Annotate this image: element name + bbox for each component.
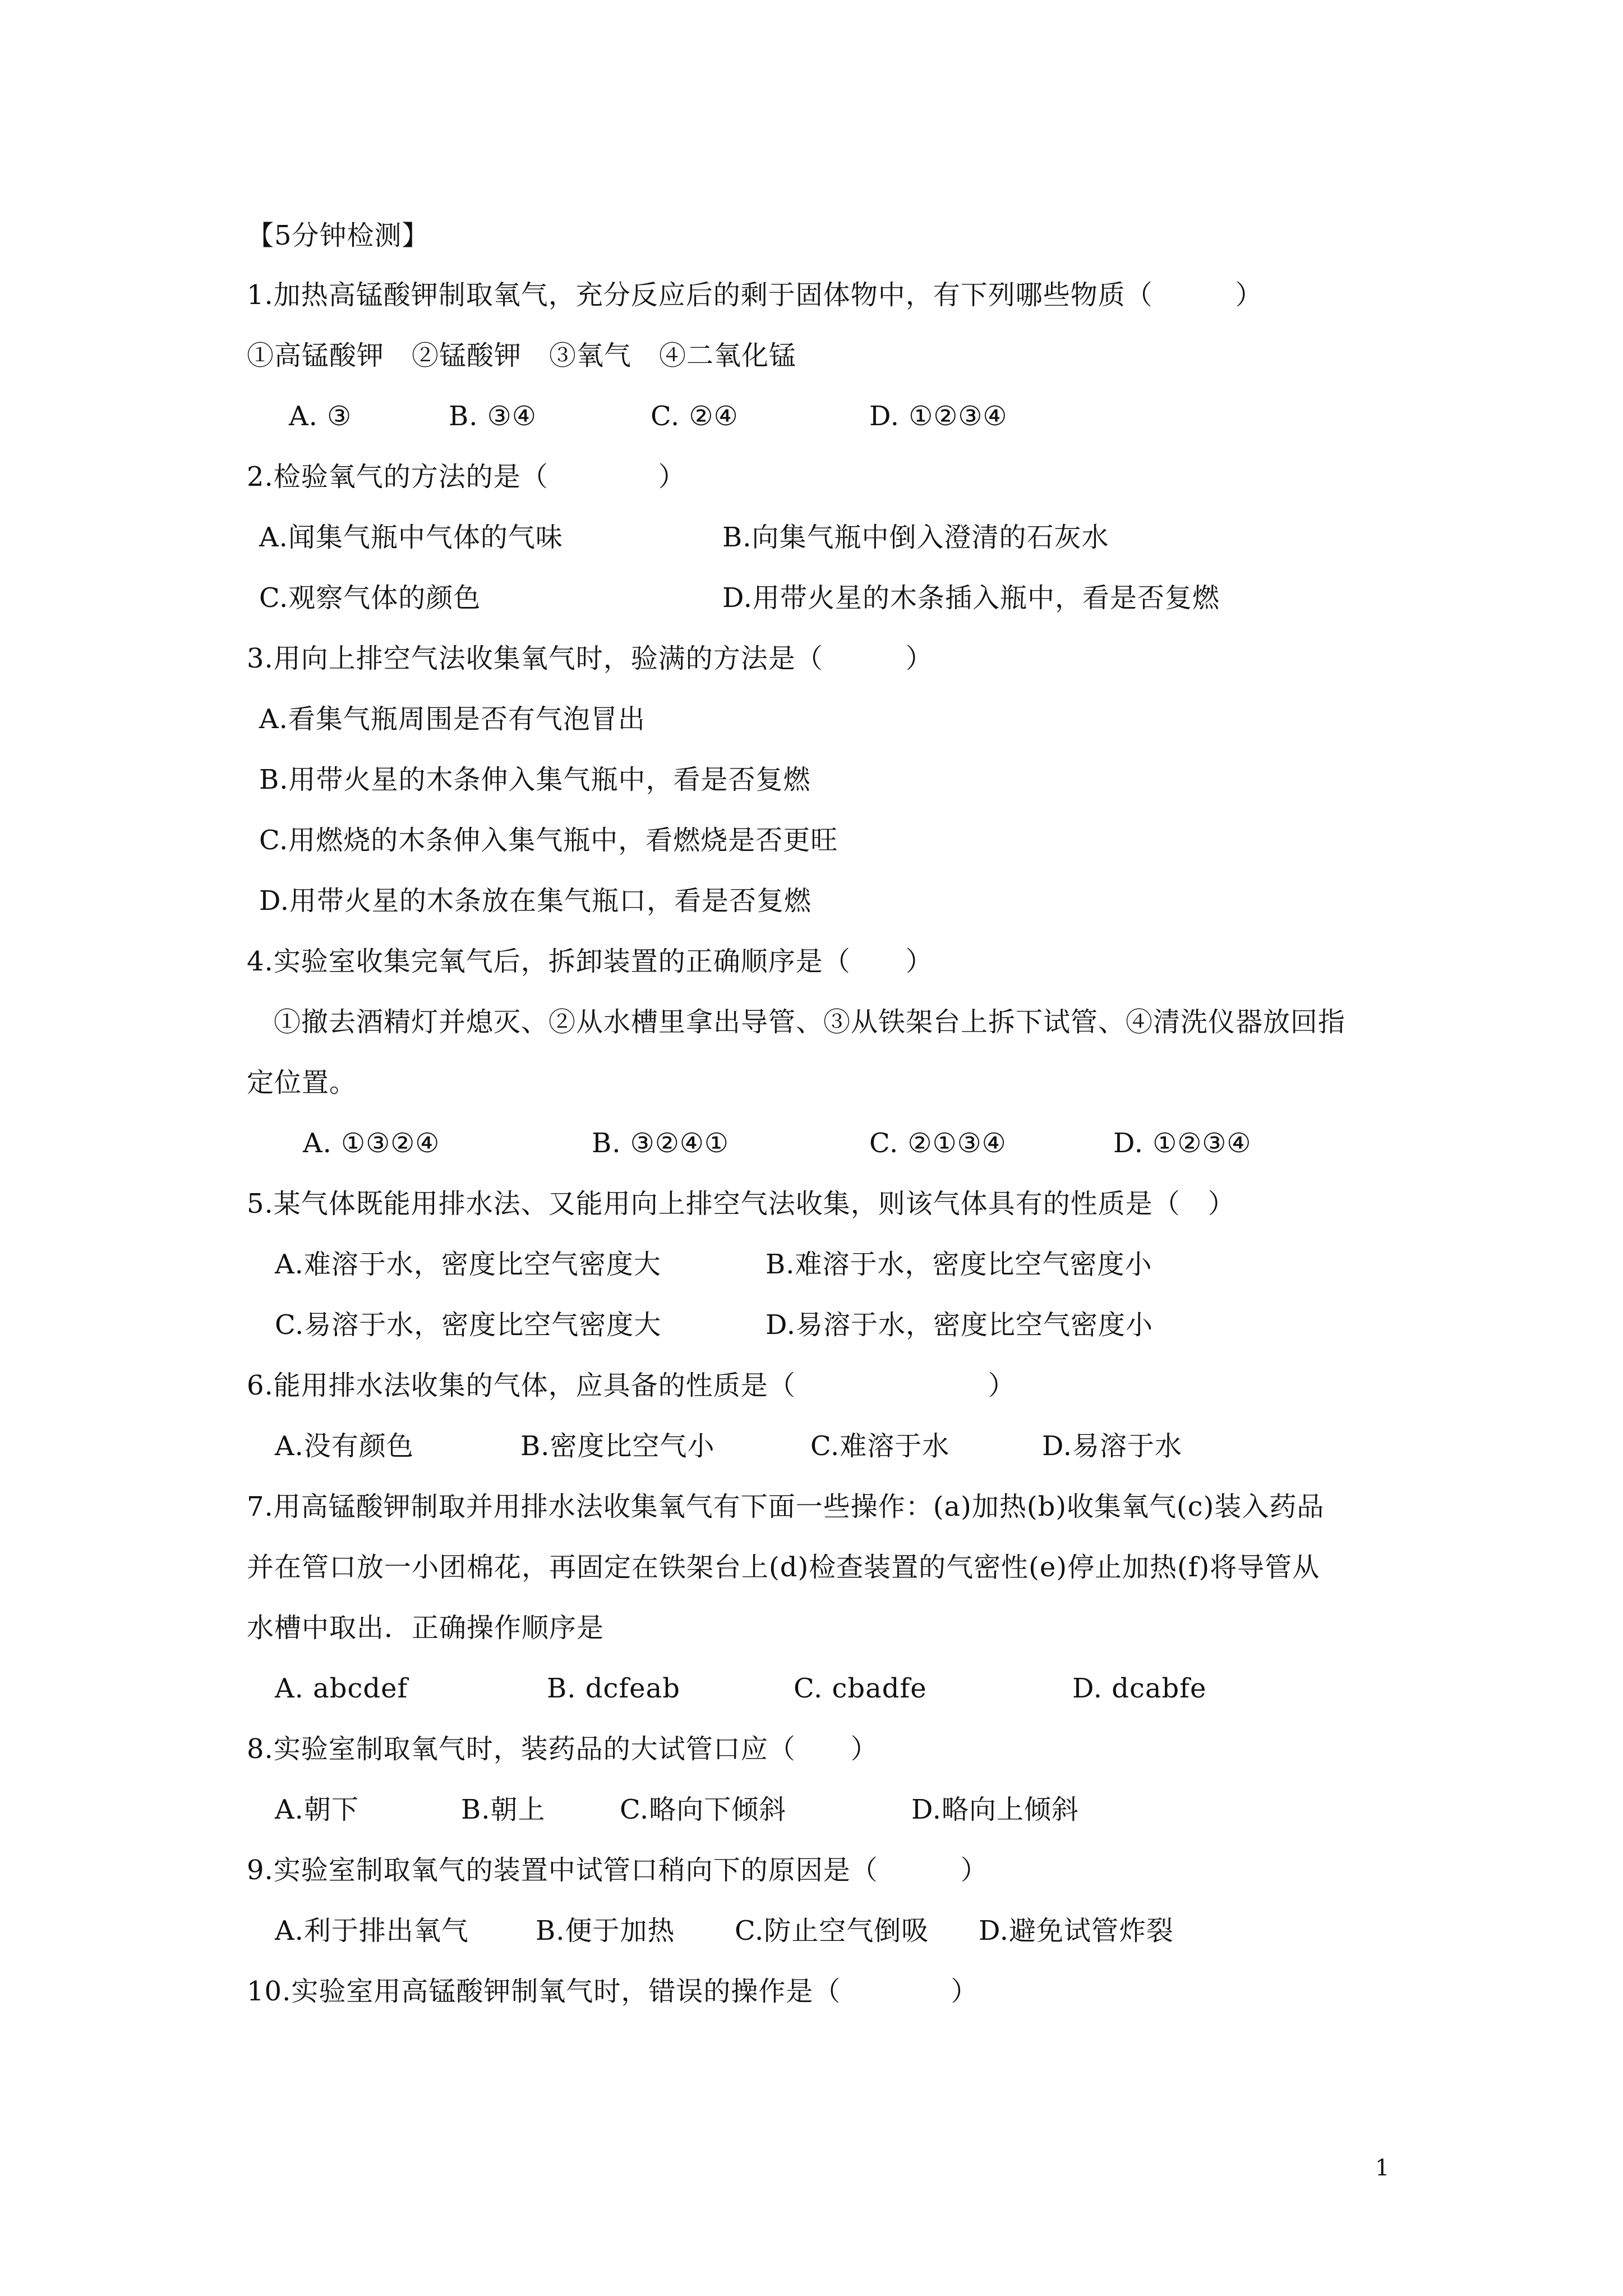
question-7-stem-line3: 水槽中取出．正确操作顺序是 [247, 1612, 605, 1644]
question-7-option-d: D. dcabfe [1072, 1673, 1207, 1704]
question-1-option-a: A. ③ [289, 401, 352, 432]
question-4-option-d: D. ①②③④ [1113, 1128, 1252, 1159]
question-6-stem: 6.能用排水法收集的气体，应具备的性质是（ ） [247, 1370, 1016, 1401]
question-2-option-d: D.用带火星的木条插入瓶中，看是否复燃 [722, 582, 1220, 614]
question-10-stem: 10.实验室用高锰酸钾制氧气时，错误的操作是（ ） [247, 1976, 979, 2007]
question-4-option-c: C. ②①③④ [869, 1128, 1007, 1159]
question-3-option-c: C.用燃烧的木条伸入集气瓶中，看燃烧是否更旺 [259, 825, 838, 856]
question-2-option-a: A.闻集气瓶中气体的气味 [259, 522, 563, 553]
question-9-option-b: B.便于加热 [536, 1915, 675, 1947]
question-4-option-b: B. ③②④① [592, 1128, 729, 1159]
question-8-option-d: D.略向上倾斜 [911, 1794, 1080, 1825]
question-8-option-b: B.朝上 [461, 1794, 546, 1825]
question-9-stem: 9.实验室制取氧气的装置中试管口稍向下的原因是（ ） [247, 1855, 988, 1886]
question-1-stem: 1.加热高锰酸钾制取氧气，充分反应后的剩于固体物中，有下列哪些物质（ ） [247, 279, 1263, 311]
question-6-option-b: B.密度比空气小 [520, 1430, 715, 1462]
question-3-option-d: D.用带火星的木条放在集气瓶口，看是否复燃 [259, 885, 812, 917]
question-7-option-c: C. cbadfe [794, 1673, 927, 1704]
question-7-stem-line1: 7.用高锰酸钾制取并用排水法收集氧气有下面一些操作：(a)加热(b)收集氧气(c)装入药品 [247, 1491, 1325, 1522]
question-4-note-line2: 定位置。 [247, 1067, 357, 1098]
question-6-option-d: D.易溶于水 [1042, 1430, 1183, 1462]
question-6-option-a: A.没有颜色 [275, 1430, 414, 1462]
question-3-option-a: A.看集气瓶周围是否有气泡冒出 [259, 703, 645, 735]
question-7-option-a: A. abcdef [275, 1673, 408, 1704]
question-5-option-a: A.难溶于水，密度比空气密度大 [275, 1249, 661, 1280]
question-7-option-b: B. dcfeab [547, 1673, 680, 1704]
question-6-option-c: C.难溶于水 [810, 1430, 950, 1462]
question-4-note-line1: ①撤去酒精灯并熄灭、②从水槽里拿出导管、③从铁架台上拆下试管、④清洗仪器放回指 [274, 1006, 1346, 1038]
question-9-option-a: A.利于排出氧气 [275, 1915, 469, 1947]
question-8-option-c: C.略向下倾斜 [620, 1794, 787, 1825]
question-9-option-c: C.防止空气倒吸 [735, 1915, 929, 1947]
section-title: 【5分钟检测】 [247, 220, 430, 251]
question-5-option-d: D.易溶于水，密度比空气密度小 [766, 1309, 1154, 1341]
question-4-stem: 4.实验室收集完氧气后，拆卸装置的正确顺序是（ ） [247, 946, 933, 977]
question-8-option-a: A.朝下 [275, 1794, 359, 1825]
question-4-option-a: A. ①③②④ [303, 1128, 440, 1159]
question-2-option-c: C.观察气体的颜色 [259, 582, 481, 614]
question-1-option-b: B. ③④ [449, 401, 537, 432]
question-2-option-b: B.向集气瓶中倒入澄清的石灰水 [722, 522, 1109, 553]
question-3-option-b: B.用带火星的木条伸入集气瓶中，看是否复燃 [259, 764, 811, 795]
question-1-note: ①高锰酸钾 ②锰酸钾 ③氧气 ④二氧化锰 [247, 340, 797, 371]
question-5-stem: 5.某气体既能用排水法、又能用向上排空气法收集，则该气体具有的性质是（ ） [247, 1188, 1235, 1220]
question-5-option-c: C.易溶于水，密度比空气密度大 [275, 1309, 662, 1341]
question-5-option-b: B.难溶于水，密度比空气密度小 [766, 1249, 1152, 1280]
question-7-stem-line2: 并在管口放一小团棉花，再固定在铁架台上(d)检查装置的气密性(e)停止加热(f)将导管从 [247, 1552, 1320, 1583]
question-8-stem: 8.实验室制取氧气时，装药品的大试管口应（ ） [247, 1733, 878, 1765]
page-number: 1 [1375, 2155, 1390, 2181]
question-9-option-d: D.避免试管炸裂 [979, 1915, 1174, 1947]
question-1-option-d: D. ①②③④ [869, 401, 1008, 432]
question-3-stem: 3.用向上排空气法收集氧气时，验满的方法是（ ） [247, 643, 933, 674]
question-1-option-c: C. ②④ [651, 401, 739, 432]
question-2-stem: 2.检验氧气的方法的是（ ） [247, 461, 686, 493]
